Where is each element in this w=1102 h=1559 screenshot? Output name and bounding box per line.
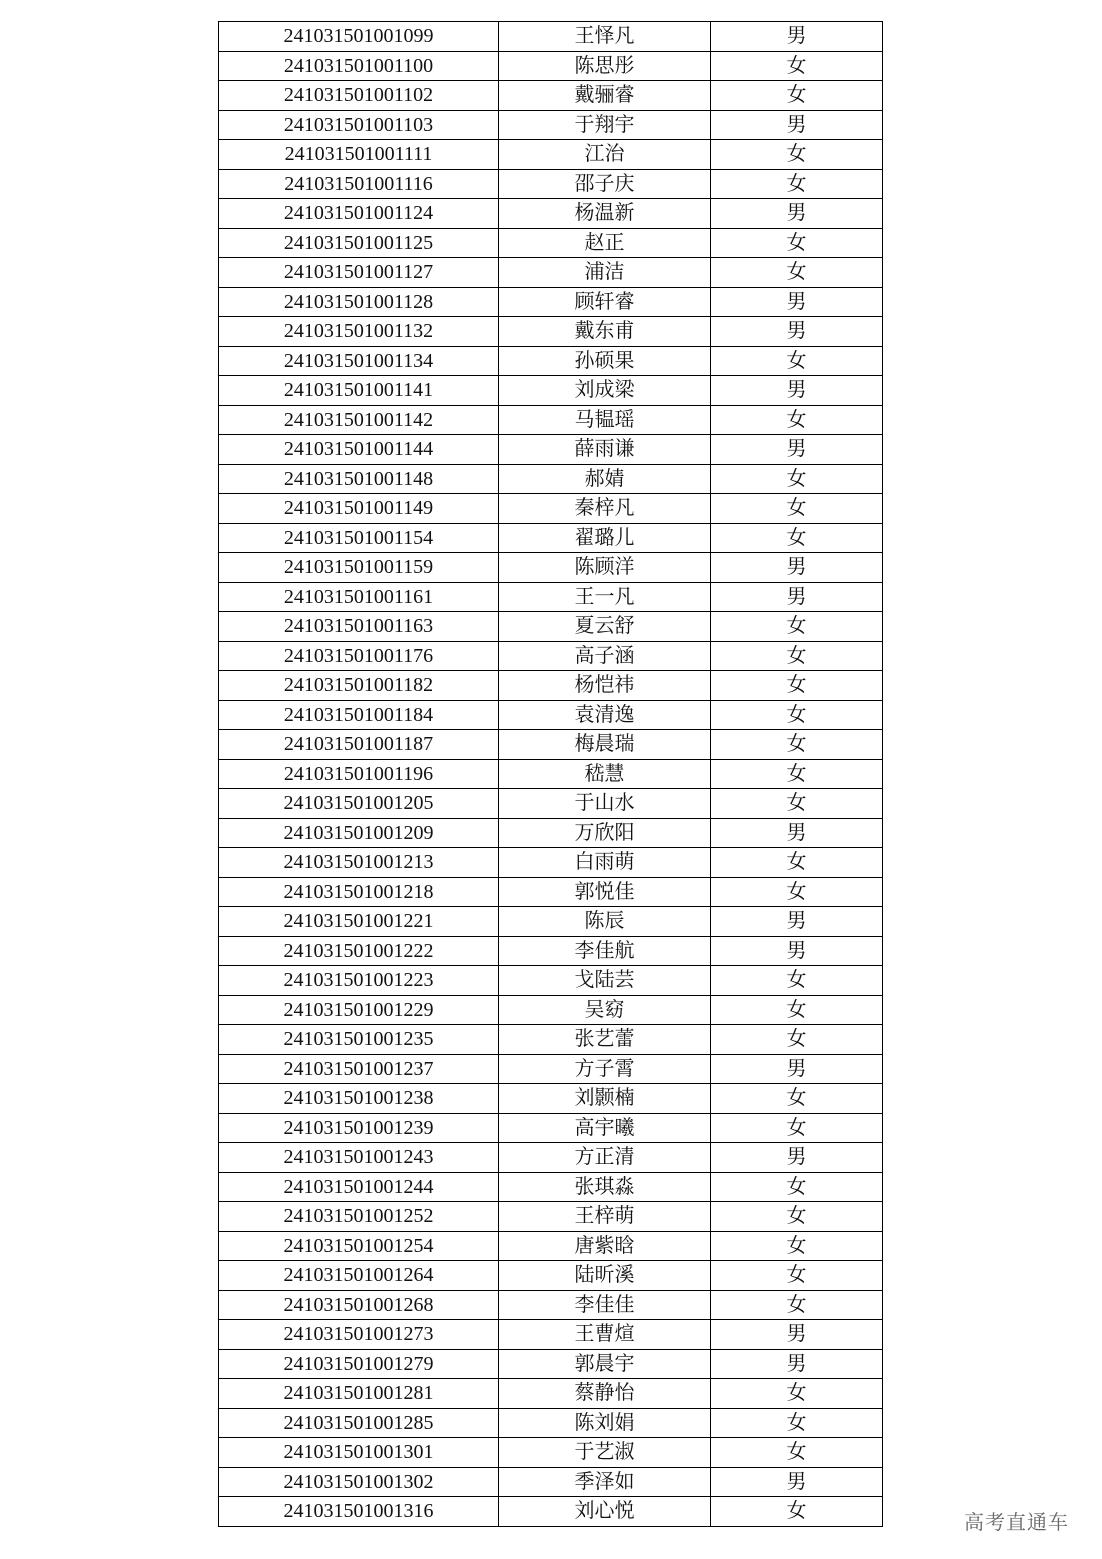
table-row xyxy=(219,110,883,140)
exam-number-cell: 241031501001134 xyxy=(219,346,499,376)
table-row xyxy=(219,1113,883,1143)
gender-cell: 女 xyxy=(711,641,883,671)
table-row xyxy=(219,1025,883,1055)
gender-cell: 女 xyxy=(711,1497,883,1527)
table-row xyxy=(219,582,883,612)
gender-cell: 女 xyxy=(711,612,883,642)
student-name-cell: 白雨萌 xyxy=(499,848,711,878)
gender-cell: 女 xyxy=(711,494,883,524)
student-name-cell: 高子涵 xyxy=(499,641,711,671)
gender-cell: 女 xyxy=(711,966,883,996)
gender-cell: 男 xyxy=(711,1143,883,1173)
student-name-cell: 嵇慧 xyxy=(499,759,711,789)
exam-number-cell: 241031501001102 xyxy=(219,81,499,111)
student-name-cell: 方子霄 xyxy=(499,1054,711,1084)
table-row xyxy=(219,1438,883,1468)
exam-number-cell: 241031501001302 xyxy=(219,1467,499,1497)
gender-cell: 男 xyxy=(711,22,883,52)
table-row xyxy=(219,553,883,583)
student-name-cell: 唐紫晗 xyxy=(499,1231,711,1261)
exam-number-cell: 241031501001141 xyxy=(219,376,499,406)
exam-number-cell: 241031501001099 xyxy=(219,22,499,52)
gender-cell: 女 xyxy=(711,258,883,288)
exam-number-cell: 241031501001238 xyxy=(219,1084,499,1114)
student-name-cell: 赵正 xyxy=(499,228,711,258)
student-name-cell: 孙硕果 xyxy=(499,346,711,376)
table-row xyxy=(219,22,883,52)
table-row xyxy=(219,995,883,1025)
exam-number-cell: 241031501001218 xyxy=(219,877,499,907)
gender-cell: 男 xyxy=(711,907,883,937)
gender-cell: 女 xyxy=(711,759,883,789)
gender-cell: 男 xyxy=(711,1320,883,1350)
student-name-cell: 杨温新 xyxy=(499,199,711,229)
exam-number-cell: 241031501001161 xyxy=(219,582,499,612)
exam-number-cell: 241031501001148 xyxy=(219,464,499,494)
gender-cell: 女 xyxy=(711,81,883,111)
gender-cell: 男 xyxy=(711,818,883,848)
gender-cell: 女 xyxy=(711,1290,883,1320)
table-row xyxy=(219,1497,883,1527)
table-row xyxy=(219,1320,883,1350)
student-name-cell: 王梓萌 xyxy=(499,1202,711,1232)
exam-number-cell: 241031501001187 xyxy=(219,730,499,760)
table-row xyxy=(219,1290,883,1320)
exam-number-cell: 241031501001268 xyxy=(219,1290,499,1320)
gender-cell: 女 xyxy=(711,1172,883,1202)
table-row xyxy=(219,287,883,317)
table-row xyxy=(219,730,883,760)
exam-number-cell: 241031501001111 xyxy=(219,140,499,170)
exam-number-cell: 241031501001316 xyxy=(219,1497,499,1527)
student-name-cell: 戴骊睿 xyxy=(499,81,711,111)
table-row xyxy=(219,81,883,111)
student-name-cell: 陆昕溪 xyxy=(499,1261,711,1291)
table-row xyxy=(219,1172,883,1202)
exam-number-cell: 241031501001244 xyxy=(219,1172,499,1202)
table-row xyxy=(219,966,883,996)
student-name-cell: 陈顾洋 xyxy=(499,553,711,583)
gender-cell: 女 xyxy=(711,169,883,199)
table-row xyxy=(219,671,883,701)
exam-number-cell: 241031501001239 xyxy=(219,1113,499,1143)
student-name-cell: 于翔宇 xyxy=(499,110,711,140)
gender-cell: 女 xyxy=(711,1438,883,1468)
table-row xyxy=(219,169,883,199)
gender-cell: 女 xyxy=(711,1408,883,1438)
table-row xyxy=(219,936,883,966)
student-name-cell: 马韫瑶 xyxy=(499,405,711,435)
table-row xyxy=(219,228,883,258)
gender-cell: 女 xyxy=(711,671,883,701)
student-name-cell: 李佳航 xyxy=(499,936,711,966)
table-row xyxy=(219,140,883,170)
exam-number-cell: 241031501001182 xyxy=(219,671,499,701)
exam-number-cell: 241031501001100 xyxy=(219,51,499,81)
student-name-cell: 浦洁 xyxy=(499,258,711,288)
exam-number-cell: 241031501001125 xyxy=(219,228,499,258)
gender-cell: 男 xyxy=(711,1349,883,1379)
table-row xyxy=(219,464,883,494)
gender-cell: 男 xyxy=(711,1467,883,1497)
gender-cell: 男 xyxy=(711,287,883,317)
exam-number-cell: 241031501001281 xyxy=(219,1379,499,1409)
exam-number-cell: 241031501001124 xyxy=(219,199,499,229)
exam-number-cell: 241031501001237 xyxy=(219,1054,499,1084)
exam-number-cell: 241031501001142 xyxy=(219,405,499,435)
student-name-cell: 戈陆芸 xyxy=(499,966,711,996)
table-row xyxy=(219,877,883,907)
roster-body xyxy=(219,22,883,1527)
exam-number-cell: 241031501001229 xyxy=(219,995,499,1025)
exam-number-cell: 241031501001285 xyxy=(219,1408,499,1438)
student-name-cell: 季泽如 xyxy=(499,1467,711,1497)
student-name-cell: 王曹煊 xyxy=(499,1320,711,1350)
table-row xyxy=(219,258,883,288)
exam-number-cell: 241031501001223 xyxy=(219,966,499,996)
table-row xyxy=(219,789,883,819)
table-row xyxy=(219,818,883,848)
student-name-cell: 顾轩睿 xyxy=(499,287,711,317)
student-name-cell: 梅晨瑞 xyxy=(499,730,711,760)
student-name-cell: 刘颢楠 xyxy=(499,1084,711,1114)
table-row xyxy=(219,848,883,878)
student-name-cell: 夏云舒 xyxy=(499,612,711,642)
table-row xyxy=(219,199,883,229)
student-name-cell: 万欣阳 xyxy=(499,818,711,848)
table-row xyxy=(219,1202,883,1232)
gender-cell: 女 xyxy=(711,523,883,553)
exam-number-cell: 241031501001252 xyxy=(219,1202,499,1232)
table-row xyxy=(219,641,883,671)
table-row xyxy=(219,1054,883,1084)
table-row xyxy=(219,1261,883,1291)
table-row xyxy=(219,759,883,789)
table-row xyxy=(219,1084,883,1114)
student-name-cell: 杨恺祎 xyxy=(499,671,711,701)
student-roster-table xyxy=(218,21,883,1527)
student-name-cell: 张艺蕾 xyxy=(499,1025,711,1055)
student-name-cell: 江治 xyxy=(499,140,711,170)
gender-cell: 女 xyxy=(711,140,883,170)
table-row xyxy=(219,51,883,81)
gender-cell: 女 xyxy=(711,848,883,878)
watermark-text: 高考直通车 xyxy=(964,1510,1069,1534)
table-row xyxy=(219,435,883,465)
exam-number-cell: 241031501001149 xyxy=(219,494,499,524)
exam-number-cell: 241031501001144 xyxy=(219,435,499,465)
gender-cell: 女 xyxy=(711,1202,883,1232)
gender-cell: 女 xyxy=(711,464,883,494)
exam-number-cell: 241031501001184 xyxy=(219,700,499,730)
exam-number-cell: 241031501001132 xyxy=(219,317,499,347)
gender-cell: 男 xyxy=(711,110,883,140)
gender-cell: 女 xyxy=(711,995,883,1025)
exam-number-cell: 241031501001301 xyxy=(219,1438,499,1468)
gender-cell: 女 xyxy=(711,1113,883,1143)
student-name-cell: 陈思彤 xyxy=(499,51,711,81)
exam-number-cell: 241031501001254 xyxy=(219,1231,499,1261)
gender-cell: 男 xyxy=(711,199,883,229)
student-name-cell: 陈刘娟 xyxy=(499,1408,711,1438)
student-name-cell: 陈辰 xyxy=(499,907,711,937)
gender-cell: 女 xyxy=(711,1084,883,1114)
student-name-cell: 王怿凡 xyxy=(499,22,711,52)
student-name-cell: 郝婧 xyxy=(499,464,711,494)
student-name-cell: 于艺淑 xyxy=(499,1438,711,1468)
student-name-cell: 秦梓凡 xyxy=(499,494,711,524)
student-name-cell: 邵子庆 xyxy=(499,169,711,199)
student-name-cell: 于山水 xyxy=(499,789,711,819)
exam-number-cell: 241031501001209 xyxy=(219,818,499,848)
gender-cell: 女 xyxy=(711,789,883,819)
exam-number-cell: 241031501001273 xyxy=(219,1320,499,1350)
table-row xyxy=(219,1349,883,1379)
table-row xyxy=(219,1408,883,1438)
student-name-cell: 薛雨谦 xyxy=(499,435,711,465)
table-row xyxy=(219,700,883,730)
student-name-cell: 刘成梁 xyxy=(499,376,711,406)
gender-cell: 男 xyxy=(711,435,883,465)
gender-cell: 女 xyxy=(711,51,883,81)
exam-number-cell: 241031501001128 xyxy=(219,287,499,317)
gender-cell: 男 xyxy=(711,317,883,347)
exam-number-cell: 241031501001196 xyxy=(219,759,499,789)
exam-number-cell: 241031501001176 xyxy=(219,641,499,671)
table-row xyxy=(219,494,883,524)
table-row xyxy=(219,1143,883,1173)
exam-number-cell: 241031501001163 xyxy=(219,612,499,642)
student-name-cell: 王一凡 xyxy=(499,582,711,612)
student-name-cell: 戴东甫 xyxy=(499,317,711,347)
table-row xyxy=(219,376,883,406)
gender-cell: 女 xyxy=(711,1231,883,1261)
table-row xyxy=(219,317,883,347)
gender-cell: 女 xyxy=(711,1025,883,1055)
gender-cell: 女 xyxy=(711,228,883,258)
exam-number-cell: 241031501001279 xyxy=(219,1349,499,1379)
gender-cell: 女 xyxy=(711,877,883,907)
exam-number-cell: 241031501001264 xyxy=(219,1261,499,1291)
gender-cell: 女 xyxy=(711,1379,883,1409)
student-name-cell: 吴窈 xyxy=(499,995,711,1025)
student-name-cell: 郭悦佳 xyxy=(499,877,711,907)
table-row xyxy=(219,405,883,435)
gender-cell: 男 xyxy=(711,1054,883,1084)
exam-number-cell: 241031501001103 xyxy=(219,110,499,140)
student-name-cell: 郭晨宇 xyxy=(499,1349,711,1379)
gender-cell: 男 xyxy=(711,936,883,966)
table-row xyxy=(219,1379,883,1409)
exam-number-cell: 241031501001213 xyxy=(219,848,499,878)
table-row xyxy=(219,612,883,642)
gender-cell: 男 xyxy=(711,582,883,612)
gender-cell: 女 xyxy=(711,1261,883,1291)
student-name-cell: 刘心悦 xyxy=(499,1497,711,1527)
table-row xyxy=(219,1467,883,1497)
exam-number-cell: 241031501001159 xyxy=(219,553,499,583)
student-name-cell: 李佳佳 xyxy=(499,1290,711,1320)
table-row xyxy=(219,907,883,937)
gender-cell: 女 xyxy=(711,700,883,730)
student-name-cell: 翟璐儿 xyxy=(499,523,711,553)
exam-number-cell: 241031501001116 xyxy=(219,169,499,199)
exam-number-cell: 241031501001154 xyxy=(219,523,499,553)
exam-number-cell: 241031501001205 xyxy=(219,789,499,819)
exam-number-cell: 241031501001221 xyxy=(219,907,499,937)
gender-cell: 女 xyxy=(711,405,883,435)
exam-number-cell: 241031501001235 xyxy=(219,1025,499,1055)
gender-cell: 女 xyxy=(711,346,883,376)
exam-number-cell: 241031501001222 xyxy=(219,936,499,966)
table-row xyxy=(219,346,883,376)
student-name-cell: 张琪淼 xyxy=(499,1172,711,1202)
student-name-cell: 高宇曦 xyxy=(499,1113,711,1143)
student-name-cell: 袁清逸 xyxy=(499,700,711,730)
exam-number-cell: 241031501001127 xyxy=(219,258,499,288)
student-name-cell: 蔡静怡 xyxy=(499,1379,711,1409)
gender-cell: 男 xyxy=(711,376,883,406)
table-row xyxy=(219,523,883,553)
gender-cell: 男 xyxy=(711,553,883,583)
exam-number-cell: 241031501001243 xyxy=(219,1143,499,1173)
student-name-cell: 方正清 xyxy=(499,1143,711,1173)
gender-cell: 女 xyxy=(711,730,883,760)
table-row xyxy=(219,1231,883,1261)
